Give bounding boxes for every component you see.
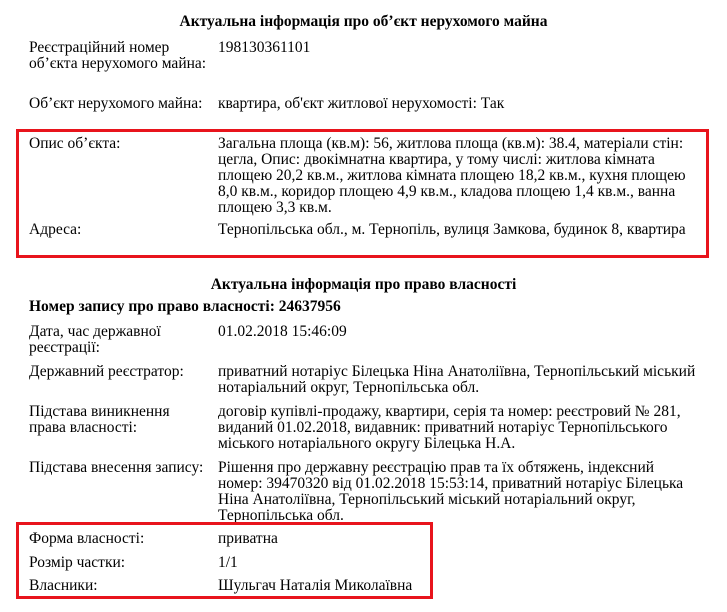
field-label: Об’єкт нерухомого майна:: [29, 95, 203, 112]
field-value: 01.02.2018 15:46:09: [218, 323, 347, 340]
field-value: Шульгач Наталія Миколаївна: [218, 577, 413, 594]
field-label: Дата, час державної реєстрації:: [29, 323, 161, 356]
field-value: Рішення про державну реєстрацію прав та їх обтяжень, індексний номер: 39470320 від 01.02.2018 15:53:14, приватний нотаріус Білецька Ніна Анатоліївна, Тернопільський міський нотаріальний округ, Тернопільська обл.: [218, 459, 684, 524]
field-label: Державний реєстратор:: [29, 363, 184, 380]
field-label: Опис об’єкта:: [29, 135, 121, 152]
field-label: Підстава внесення запису:: [29, 459, 204, 476]
field-label: Підстава виникнення права власності:: [29, 403, 170, 436]
field-value: Загальна площа (кв.м): 56, житлова площа (кв.м): 38.4, матеріали стін: цегла, Опис: двокімнатна квартира, у тому числі: житлова кімната площею 20,2 кв.м., житлова кімната площею 18,2 кв.м., кухня площею 8,0 кв.м., коридор площею 4,9 кв.м., кладова площею 1,4 кв.м., ванна площею 3,3 кв.м.: [218, 135, 686, 216]
field-label: Власники:: [29, 577, 98, 594]
field-value: квартира, об'єкт житлової нерухомості: Так: [218, 95, 505, 112]
object-section-title: Актуальна інформація про об’єкт нерухомого майна: [179, 13, 548, 30]
field-value: приватний нотаріус Білецька Ніна Анатоліївна, Тернопільський міський нотаріальний округ, Тернопільська обл.: [218, 363, 696, 396]
ownership-section-title: Актуальна інформація про право власності: [210, 276, 517, 293]
field-label: Адреса:: [29, 221, 82, 238]
ownership-record-number: Номер запису про право власності: 24637956: [29, 298, 341, 315]
field-label: Розмір частки:: [29, 554, 126, 571]
field-label: Реєстраційний номер об’єкта нерухомого майна:: [29, 39, 207, 72]
field-value: приватна: [218, 530, 278, 547]
field-value: 1/1: [218, 554, 238, 571]
field-value: 198130361101: [218, 39, 311, 56]
field-value: Тернопільська обл., м. Тернопіль, вулиця Замкова, будинок 8, квартира: [218, 221, 686, 238]
field-value: договір купівлі-продажу, квартири, серія та номер: реєстровий № 281, виданий 01.02.2018, видавник: приватний нотаріус Тернопільського міського нотаріального округу Білецька Н.А.: [218, 403, 681, 452]
field-label: Форма власності:: [29, 530, 145, 547]
